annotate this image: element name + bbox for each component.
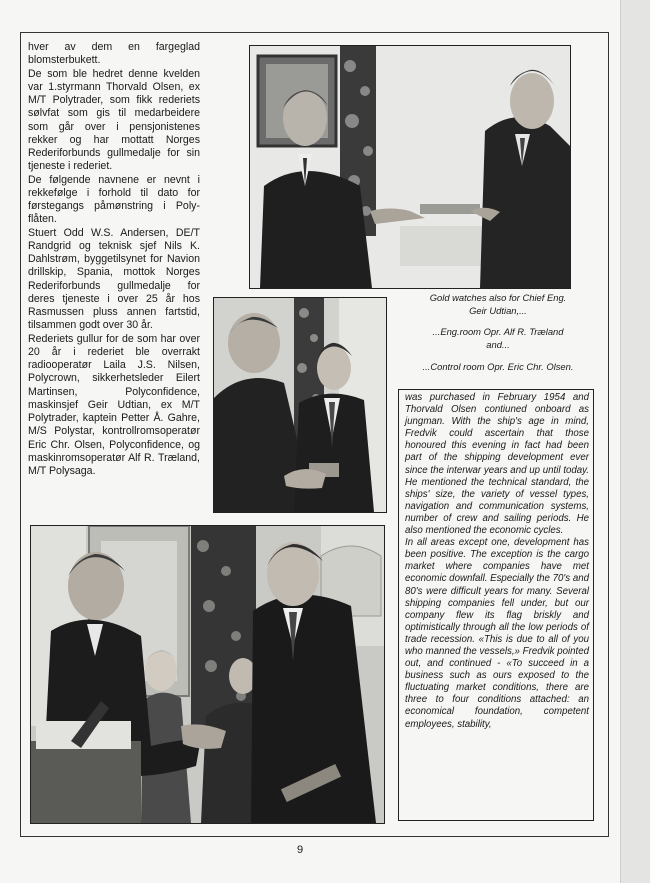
english-text-column xyxy=(405,392,589,731)
caption-traeland-line2: and... xyxy=(486,339,510,350)
english-paragraph: In all areas except one, development has been positive. The exception is the cargo market where companies have met economic downfall. Especially the 70's and 80's were difficult years for many. Several shipping companies fell under, but our company flew its flag briskly and optimistically through all the low periods of trade recession. «This is due to all of you who manned the vessels,» Fredvik pointed out, and continued - «To succeed in a business such as ours exposed to the fluctuating market conditions, there are three to four conditions attached: an economical foundation, competent employees, stability, xyxy=(405,537,589,730)
photo-gold-watch-olsen xyxy=(30,525,385,824)
caption-olsen: ...Control room Opr. Eric Chr. Olsen. xyxy=(422,361,574,372)
page-number: 9 xyxy=(296,844,304,856)
caption-traeland-line1: ...Eng.room Opr. Alf R. Træland xyxy=(432,326,564,337)
english-paragraph: was purchased in February 1954 and Thorvald Olsen contiuned onboard as jungman. With the ship's age in mind, Fredvik could ascertain that those honoured this evening in fact had been part of the shipping development ever since the interwar years and up until today. He mentioned the technical standard, the ships' size, the variety of vessel types, navigation and communication systems, number of crew and sailing periods. He also mentioned the economic cycles. xyxy=(405,392,589,537)
norwegian-paragraph: Rederiets gullur for de som har over 20 år i rederiet ble overrakt radiooperatør Laila J.S. Nilsen, Polycrown, sikkerhetsleder Eilert Martinsen, Polyconfidence, maskinsjef Geir Udtian, ex M/T Polytrader, kaptein Petter Å. Gahre, M/S Polystar, kontrollromsoperatør Eric Chr. Olsen, Polyconfidence, og maskinromsoperatør Alf R. Træland, M/T Polysaga. xyxy=(28,332,200,477)
photo-gold-watch-udtian xyxy=(249,45,571,289)
norwegian-paragraph: De som ble hedret denne kvelden var 1.styrmann Thorvald Olsen, ex M/T Polytrader, som fikk rederiets sølvfat som gis til medarbeidere som går over i pensjonistenes rekker og har mottatt Norges Rederiforbunds gullmedalje for sin tjeneste i rederiet. xyxy=(28,67,200,173)
photo-gold-watch-traeland xyxy=(213,297,387,513)
norwegian-paragraph: Stuert Odd W.S. Andersen, DE/T Randgrid og teknisk sjef Nils K. Dahlstrøm, byggetilsynet for Navion drillskip, Spania, mottok Norges Rederiforbunds gullmedalje for deres tjeneste i over 25 år hos Rasmussen pluss annen fartstid, tilsammen godt over 30 år. xyxy=(28,226,200,332)
caption-udtian-line2: Geir Udtian,... xyxy=(469,305,527,316)
caption-udtian-line1: Gold watches also for Chief Eng. xyxy=(429,292,567,303)
page-edge xyxy=(620,0,650,883)
norwegian-paragraph: hver av dem en fargeglad blomsterbukett. xyxy=(28,41,200,67)
norwegian-text-column xyxy=(28,41,200,478)
norwegian-paragraph: De følgende navnene er nevnt i rekkefølge i forhold til dato for førstegangs påmønstring i Poly-flåten. xyxy=(28,173,200,226)
